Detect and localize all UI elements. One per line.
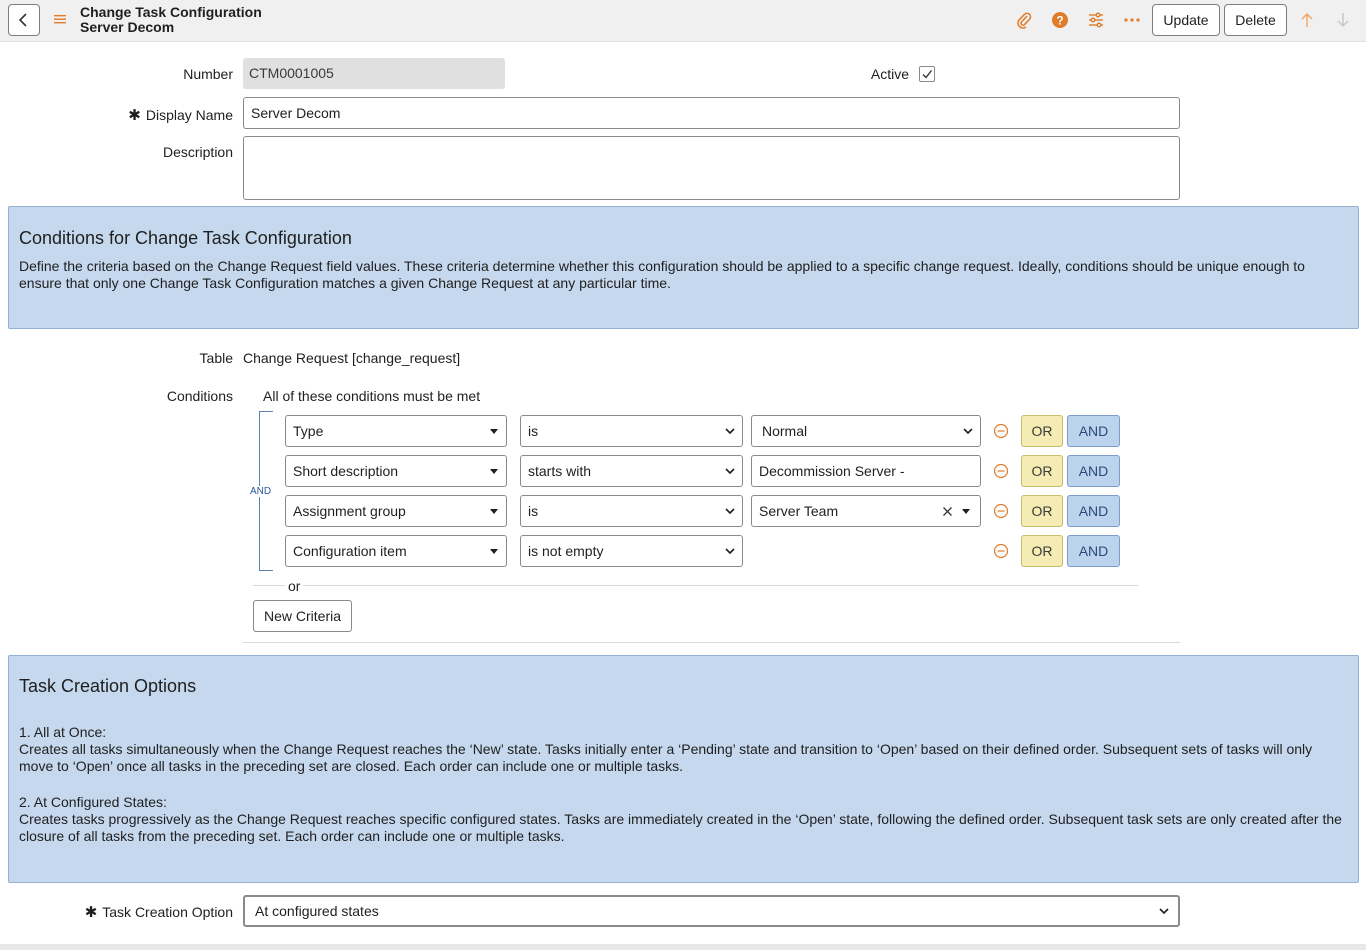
active-checkbox[interactable] <box>919 66 935 82</box>
number-label: Number <box>183 66 233 82</box>
condition-value-select[interactable] <box>751 415 981 447</box>
table-value: Change Request [change_request] <box>243 350 461 366</box>
remove-condition-icon[interactable] <box>993 463 1009 479</box>
task-creation-option-value: At configured states <box>255 903 379 919</box>
title-line-1: Change Task Configuration <box>80 4 262 20</box>
or-button[interactable]: OR <box>1021 415 1063 447</box>
task-creation-info-panel <box>8 655 1359 883</box>
or-button[interactable]: OR <box>1021 535 1063 567</box>
title-line-2: Server Decom <box>80 19 175 35</box>
condition-field-select[interactable] <box>285 495 507 527</box>
page-title <box>80 5 262 35</box>
chevron-down-icon <box>962 425 974 437</box>
condition-field-select[interactable] <box>285 415 507 447</box>
or-divider <box>253 585 1138 586</box>
display-name-label <box>100 106 233 124</box>
condition-field-select[interactable] <box>285 455 507 487</box>
and-button[interactable]: AND <box>1067 495 1120 527</box>
condition-operator-select[interactable] <box>520 495 743 527</box>
caret-down-icon[interactable] <box>962 509 970 514</box>
conditions-panel-text: Define the criteria based on the Change Request field values. These criteria determine whether this configuration should be applied to a specific change request. Ideally, conditions should be unique enough to ensure that only one Change Task Configuration matches a given Change Request at any particular time. <box>19 258 1305 291</box>
number-field: CTM0001005 <box>243 58 505 89</box>
condition-operator-select[interactable] <box>520 535 743 567</box>
display-name-input[interactable]: Server Decom <box>243 97 1180 129</box>
clear-icon[interactable] <box>942 506 953 517</box>
conditions-panel-title: Conditions for Change Task Configuration <box>19 228 352 248</box>
task-creation-option-select[interactable] <box>243 895 1180 927</box>
delete-button[interactable]: Delete <box>1224 4 1287 36</box>
arrow-up-icon[interactable] <box>1297 10 1317 30</box>
condition-operator-value: is <box>528 423 539 439</box>
svg-text:?: ? <box>1056 13 1064 28</box>
condition-operator-select[interactable] <box>520 415 743 447</box>
description-label: Description <box>162 144 233 160</box>
and-button[interactable]: AND <box>1067 455 1120 487</box>
sliders-icon[interactable] <box>1086 10 1106 30</box>
remove-condition-icon[interactable] <box>993 423 1009 439</box>
option2-title: 2. At Configured States: <box>19 794 167 810</box>
option2-text: Creates tasks progressively as the Change Request reaches specific configured states. Tasks are immediately created in the ‘Open’ state, following the defined order. Subsequent task sets are only created after the closure of all tasks from the preceding set. Each order can include one or multiple tasks. <box>19 811 1342 844</box>
table-label: Table <box>199 350 233 366</box>
caret-down-icon <box>490 549 498 554</box>
or-button[interactable]: OR <box>1021 455 1063 487</box>
caret-down-icon <box>490 429 498 434</box>
chevron-down-icon <box>724 465 736 477</box>
condition-field-value: Assignment group <box>293 503 406 519</box>
and-button[interactable]: AND <box>1067 535 1120 567</box>
required-icon: ✱ <box>128 107 141 124</box>
conditions-info-panel <box>8 206 1359 329</box>
condition-field-value: Type <box>293 423 324 439</box>
or-separator-label: or <box>285 578 303 594</box>
condition-value: Server Team <box>759 503 839 519</box>
help-icon[interactable] <box>1050 10 1070 30</box>
caret-down-icon <box>490 509 498 514</box>
and-group-label: AND <box>250 486 272 497</box>
check-icon <box>921 68 933 80</box>
option1-title: 1. All at Once: <box>19 724 107 740</box>
more-icon[interactable] <box>1122 10 1142 30</box>
task-creation-option-label <box>60 903 233 921</box>
condition-operator-select[interactable] <box>520 455 743 487</box>
caret-down-icon <box>490 469 498 474</box>
condition-field-value: Configuration item <box>293 543 407 559</box>
paperclip-icon[interactable] <box>1014 10 1034 30</box>
option1-text: Creates all tasks simultaneously when the Change Request reaches the ‘New’ state. Tasks initially enter a ‘Pending’ state and transition to ‘Open’ based on their defined order. Subsequent sets of tasks will only move to ‘Open’ once all tasks in the preceding set are closed. Each order can include one or multiple tasks. <box>19 741 1313 774</box>
section-divider <box>243 642 1180 643</box>
condition-value: Normal <box>762 423 808 439</box>
back-button[interactable] <box>8 4 40 36</box>
condition-operator-value: is not empty <box>528 543 604 559</box>
description-textarea[interactable] <box>243 136 1180 200</box>
condition-operator-value: starts with <box>528 463 592 479</box>
back-icon <box>18 13 30 27</box>
condition-field-value: Short description <box>293 463 399 479</box>
task-creation-option-label-text: Task Creation Option <box>102 904 233 920</box>
or-button[interactable]: OR <box>1021 495 1063 527</box>
update-button[interactable]: Update <box>1152 4 1220 36</box>
condition-value-input[interactable] <box>751 455 981 487</box>
menu-icon[interactable] <box>53 12 67 26</box>
conditions-label: Conditions <box>166 388 233 404</box>
chevron-down-icon <box>724 425 736 437</box>
condition-operator-value: is <box>528 503 539 519</box>
arrow-down-icon[interactable] <box>1333 10 1353 30</box>
bottom-scroll-area <box>0 944 1366 950</box>
chevron-down-icon <box>1158 905 1170 917</box>
conditions-summary: All of these conditions must be met <box>263 388 481 404</box>
form-header <box>0 0 1366 42</box>
active-label: Active <box>870 66 909 82</box>
display-name-label-text: Display Name <box>145 107 233 123</box>
remove-condition-icon[interactable] <box>993 503 1009 519</box>
required-icon: ✱ <box>84 904 98 921</box>
condition-field-select[interactable] <box>285 535 507 567</box>
remove-condition-icon[interactable] <box>993 543 1009 559</box>
chevron-down-icon <box>724 505 736 517</box>
new-criteria-button[interactable]: New Criteria <box>253 600 352 632</box>
and-button[interactable]: AND <box>1067 415 1120 447</box>
chevron-down-icon <box>724 545 736 557</box>
condition-reference-field[interactable] <box>751 495 981 527</box>
task-panel-title: Task Creation Options <box>19 676 197 696</box>
condition-value: Decommission Server - <box>759 463 905 479</box>
